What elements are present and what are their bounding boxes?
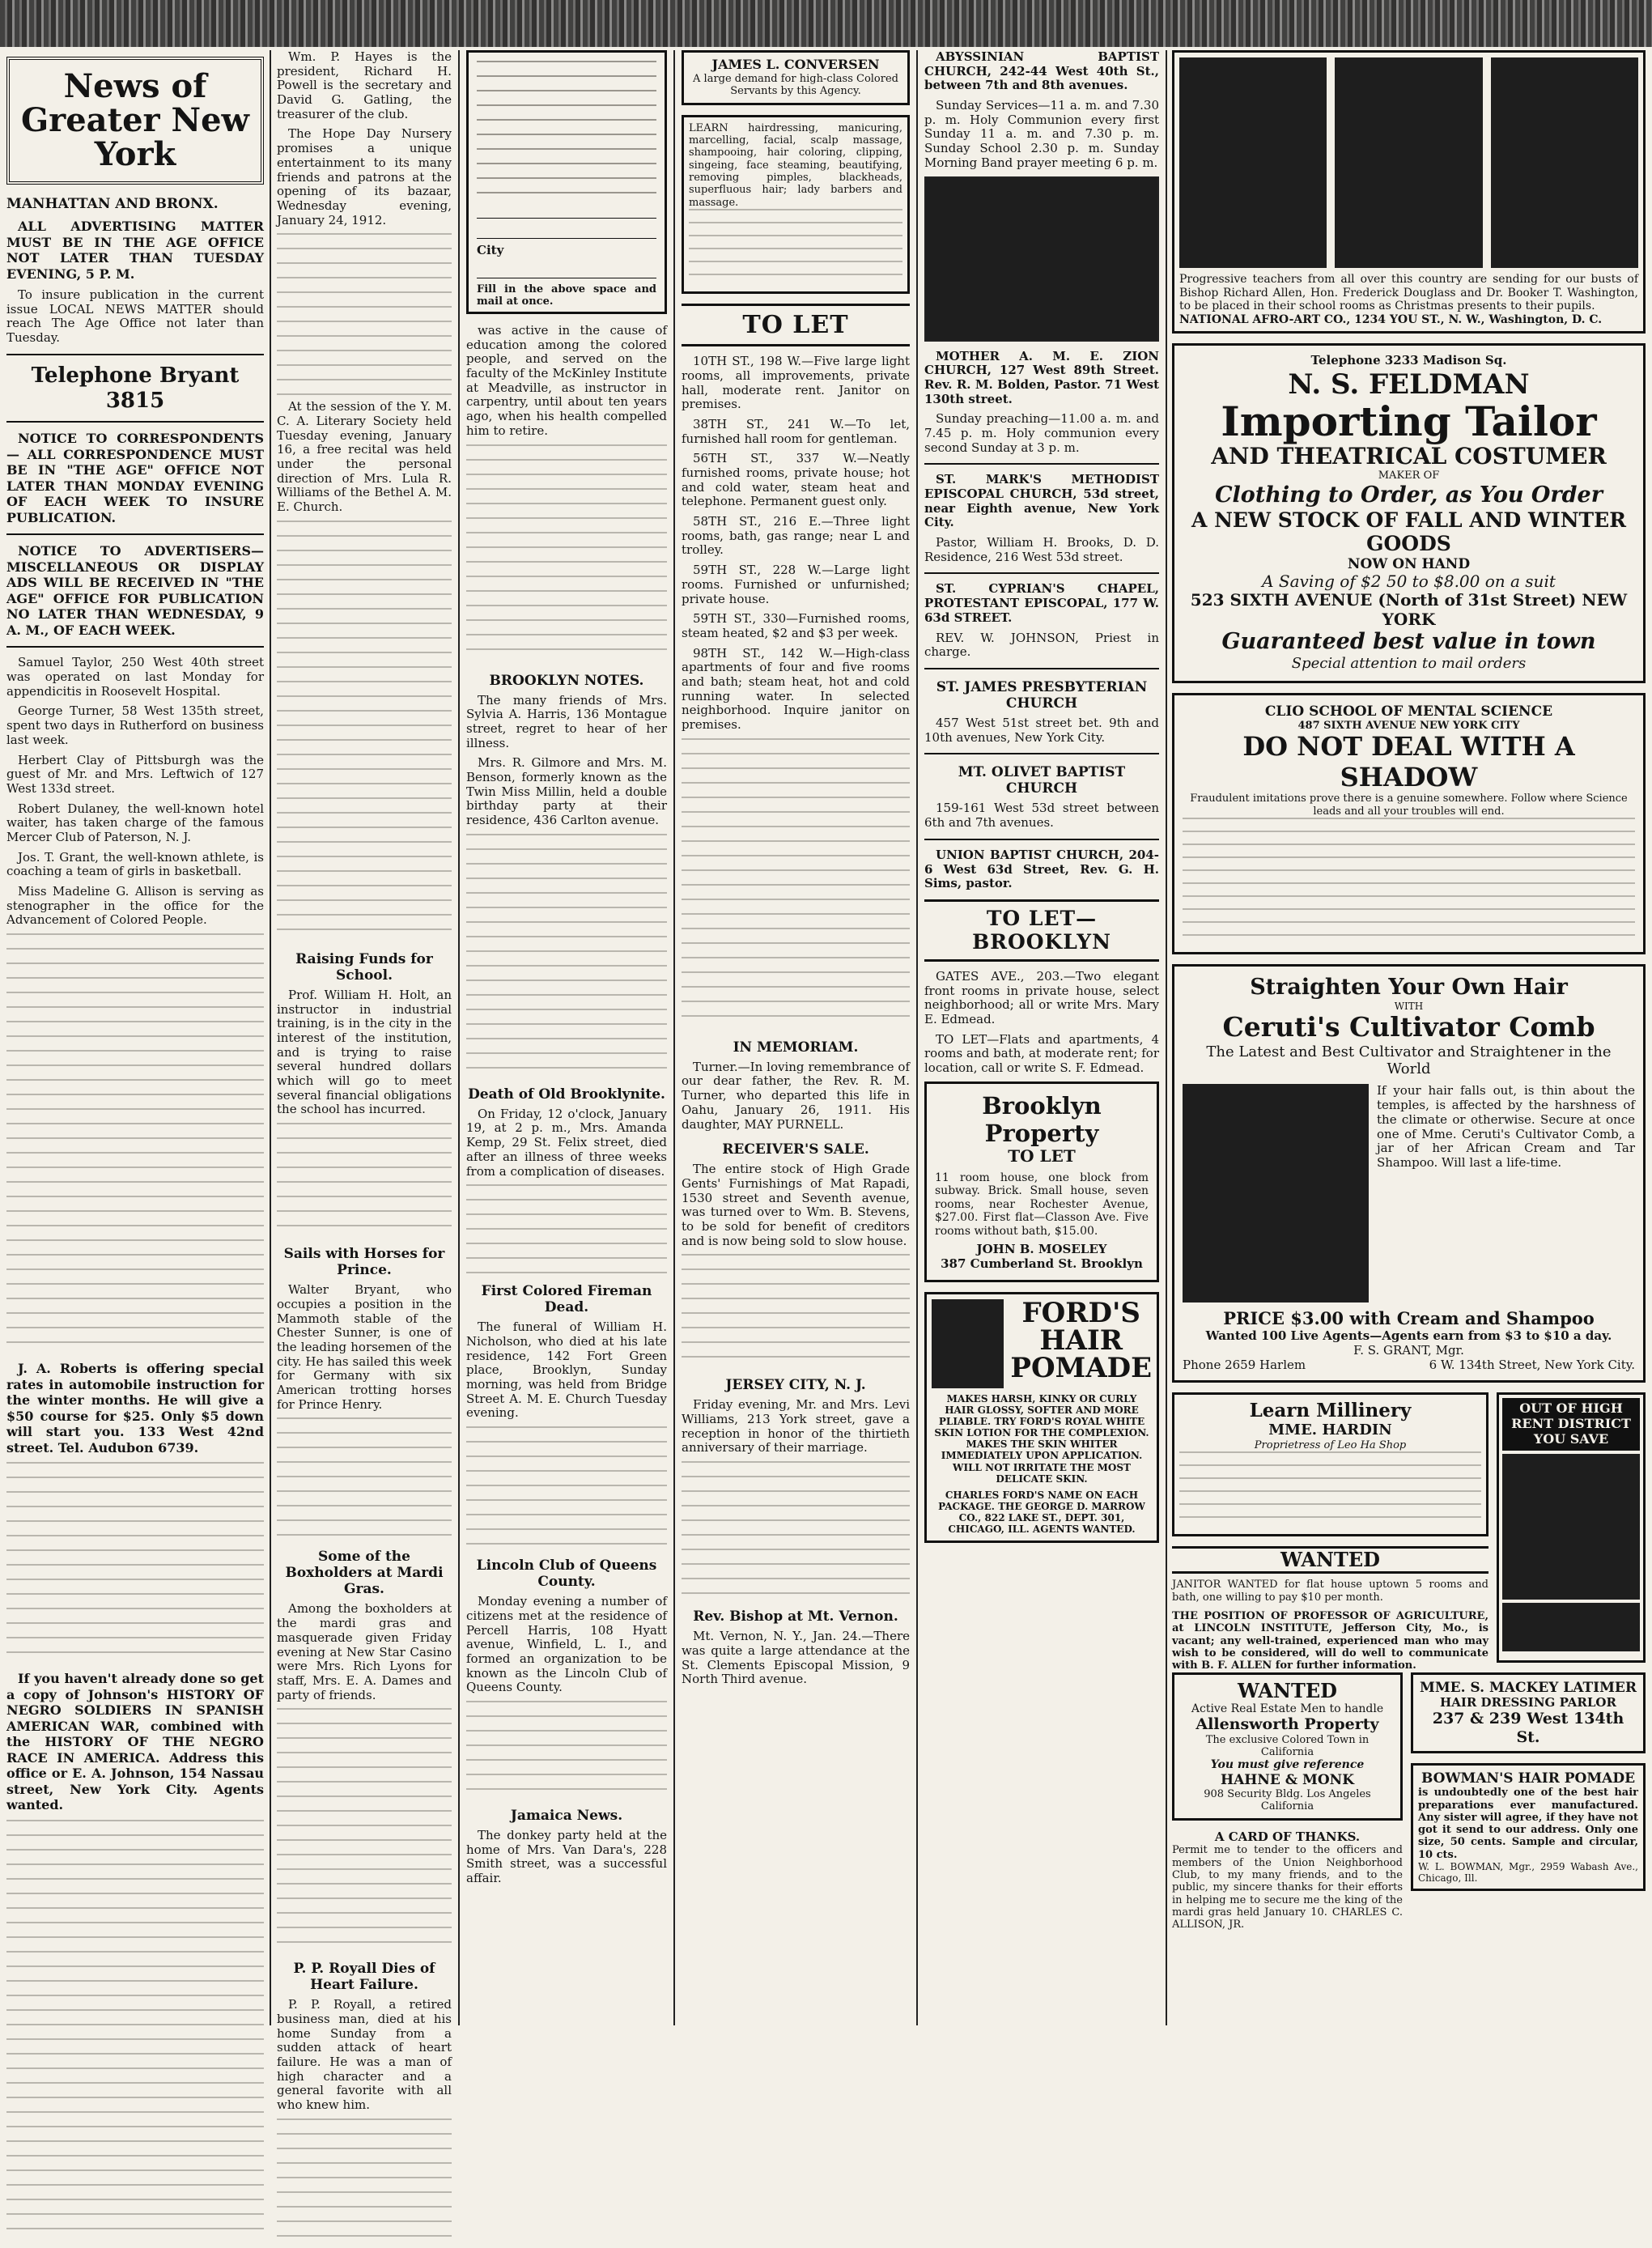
article-text: Among the boxholders at the mardi gras and masquerade given Friday evening at New Star Casino were Mrs. Rich Lyons for staff, Mrs. E. A. Dames and party of friends.: [277, 1601, 452, 1702]
headline-brooklyn-notes: BROOKLYN NOTES.: [489, 672, 644, 689]
notice-history-book: If you haven't already done so get a copy of Johnson's HISTORY OF NEGRO SOLDIERS IN SPANISH AMERICAN WAR, combined with the HISTORY OF THE NEGRO RACE IN AMERICA. Address this office or E. A. Johnson, 154 Nassau street, New York City. Agents wanted.: [6, 1671, 264, 1813]
illegible-text-block: [277, 1708, 452, 1951]
coupon-address-line[interactable]: [477, 223, 656, 239]
feldman-saving: A Saving of $2 50 to $8.00 on a suit: [1262, 571, 1556, 591]
church-text: 457 West 51st street bet. 9th and 10th avenues, New York City.: [924, 715, 1159, 745]
article-text: Miss Madeline G. Allison is serving as stenographer in the office for the Advancement of Colored People.: [6, 884, 264, 928]
listing-text: GATES AVE., 203.—Two elegant front rooms in private house, select neighborhood; all or write Mrs. Mary E. Edmead.: [924, 968, 1159, 1026]
shadow-school: CLIO SCHOOL OF MENTAL SCIENCE: [1264, 703, 1553, 720]
millinery-subtitle: Proprietress of Leo Ha Shop: [1254, 1438, 1407, 1451]
feldman-title: Importing Tailor: [1221, 397, 1597, 445]
allensworth-body: Active Real Estate Men to handle: [1191, 1702, 1384, 1715]
headline-bishop-mt-vernon: Rev. Bishop at Mt. Vernon.: [693, 1608, 898, 1625]
latimer-subtitle: HAIR DRESSING PARLOR: [1440, 1694, 1616, 1710]
notice-local-news: To insure publication in the current issue LOCAL NEWS MATTER should reach The Age Office not later than Tuesday.: [6, 287, 264, 346]
bust-image: [1335, 57, 1482, 268]
ceruti-manager: F. S. GRANT, Mgr.: [1353, 1342, 1464, 1358]
divider: [6, 646, 264, 648]
millinery-title: Learn Millinery: [1249, 1400, 1412, 1422]
feldman-stock: A NEW STOCK OF FALL AND WINTER GOODS: [1191, 508, 1626, 556]
article-text: Friday evening, Mr. and Mrs. Levi Williams, 213 York street, gave a reception in honor of the thirtieth anniversary of their marriage.: [682, 1397, 910, 1455]
latimer-address: 237 & 239 West 134th St.: [1432, 1710, 1624, 1746]
listing-text: 59TH ST., 228 W.—Large light rooms. Furnished or unfurnished; private house.: [682, 563, 910, 606]
wanted-heading: WANTED: [1172, 1546, 1488, 1574]
notice-advertising: ALL ADVERTISING MATTER MUST BE IN THE AGE OFFICE NOT LATER THAN TUESDAY EVENING, 5 P. M.: [6, 219, 264, 282]
allensworth-reference: You must give reference: [1210, 1758, 1365, 1772]
brooklyn-property-body: 11 room house, one block from subway. Brick. Small house, seven rooms, near Rochester Avenue, $27.00. First flat—Classon Ave. Five rooms without bath, $15.00.: [935, 1171, 1149, 1238]
church-heading: ST. MARK'S METHODIST EPISCOPAL CHURCH, 53d street, near Eighth avenue, New York City.: [924, 472, 1159, 530]
column-4: [682, 50, 910, 2025]
bowman-body: is undoubtedly one of the best hair preparations ever manufactured. Any sister will agree, if they have not got it send to our address. Only one size, 50 cents. Sample and circular, 10 cts.: [1418, 1787, 1638, 1861]
ceruti-headline: Straighten Your Own Hair: [1250, 975, 1568, 1001]
section-heading-manhattan: MANHATTAN AND BRONX.: [6, 196, 219, 212]
column-rule: [916, 50, 918, 2025]
to-let-heading: TO LET: [682, 304, 910, 346]
article-text: Walter Bryant, who occupies a position in the Mammoth stable of the Chester Sunner, is one of the leading horsemen of the city. He has sailed this week for Germany with six American trotting horses for Prince Henry.: [277, 1282, 452, 1412]
illegible-ad-text: [1179, 1451, 1481, 1524]
illegible-text-block: [277, 1123, 452, 1236]
illegible-text-block: [682, 1461, 910, 1599]
notice-correspondents: NOTICE TO CORRESPONDENTS— ALL CORRESPONDENCE MUST BE IN "THE AGE" OFFICE NOT LATER THAN MONDAY EVENING OF EACH WEEK TO INSURE PUBLICATION.: [6, 431, 264, 525]
divider: [6, 533, 264, 535]
column-5: [924, 50, 1159, 2025]
article-text: The funeral of William H. Nicholson, who died at his late residence, 142 Fort Green place, Brooklyn, Sunday morning, was held from Bridge Street A. M. E. Church Tuesday evening.: [466, 1319, 667, 1421]
article-text: At the session of the Y. M. C. A. Literary Society held Tuesday evening, January 16, a free recital was held under the personal direction of Mrs. Lula R. Williams of the Bethel A. M. E. Church.: [277, 399, 452, 515]
coupon-city-label: City: [477, 243, 504, 257]
busts-ad-contact: NATIONAL AFRO-ART CO., 1234 YOU ST., N. W., Washington, D. C.: [1179, 312, 1603, 326]
fords-pomade-body: MAKES HARSH, KINKY OR CURLY HAIR GLOSSY, SOFTER AND MORE PLIABLE. TRY FORD'S ROYAL WHITE SKIN LOTION FOR THE COMPLEXION. MAKES THE SKIN WHITER IMMEDIATELY UPON APPLICATION. WILL NOT IRRITATE THE MOST DELICATE SKIN.: [934, 1392, 1149, 1485]
article-text: Robert Dulaney, the well-known hotel waiter, has taken charge of the famous Mercer Club of Paterson, N. J.: [6, 801, 264, 844]
woman-illustration: [1183, 1084, 1369, 1302]
column-2: [277, 49, 452, 2113]
feldman-maker: MAKER OF: [1378, 470, 1440, 482]
divider: [924, 839, 1159, 840]
church-heading: UNION BAPTIST CHURCH, 204-6 West 63d Street, Rev. G. H. Sims, pastor.: [924, 847, 1159, 891]
divider: [924, 753, 1159, 754]
article-text: Mt. Vernon, N. Y., Jan. 24.—There was quite a large attendance at the St. Clements Episcopal Mission, 9 North Third avenue.: [682, 1629, 910, 1687]
feldman-clothing: Clothing to Order, as You Order: [1215, 482, 1603, 508]
article-text: The Hope Day Nursery promises a unique entertainment to its many friends and patrons at the opening of its bazaar, Wednesday evening, January 24, 1912.: [277, 126, 452, 227]
busts-ad-text: Progressive teachers from all over this country are sending for our busts of Bishop Richard Allen, Hon. Frederick Douglass and Dr. Booker T. Washington, to be placed in their school rooms as Christmas presents to their pupils.: [1179, 273, 1638, 313]
thanks-text: Permit me to tender to the officers and members of the Union Neighborhood Club, to my many friends, and to the public, my sincere thanks for their efforts in helping me to secure me the king of the mardi gras held January 10. CHARLES C. ALLISON, JR.: [1172, 1844, 1403, 1931]
latimer-ad: [1411, 1672, 1646, 1754]
brooklyn-property-title: Brooklyn Property: [982, 1091, 1102, 1147]
shadow-body: Fraudulent imitations prove there is a genuine somewhere. Follow where Science leads and all your troubles will end.: [1190, 793, 1628, 818]
divider: [924, 463, 1159, 465]
position-text: THE POSITION OF PROFESSOR OF AGRICULTURE, at LINCOLN INSTITUTE, Jefferson City, Mo., is vacant; any well-trained, experienced man who may wish to be considered, will do well to communicate with B. F. ALLEN for further information.: [1172, 1609, 1488, 1672]
bowman-address: W. L. BOWMAN, Mgr., 2959 Wabash Ave., Chicago, Ill.: [1418, 1861, 1638, 1885]
divider: [924, 668, 1159, 669]
article-text: Turner.—In loving remembrance of our dear father, the Rev. R. M. Turner, who departed this life in Oahu, January 26, 1911. His daughter, MAY PURNELL.: [682, 1059, 910, 1132]
allensworth-property: Allensworth Property: [1195, 1715, 1379, 1734]
illegible-ad-text: [1183, 818, 1635, 939]
divider: [924, 572, 1159, 574]
illegible-text-block: [466, 444, 667, 663]
shadow-ad: [1172, 693, 1646, 955]
feldman-phone: Telephone 3233 Madison Sq.: [1310, 353, 1507, 368]
telephone-label: Telephone Bryant 3815: [31, 363, 240, 413]
article-text: Prof. William H. Holt, an instructor in industrial training, is in the city in the interest of the institution, and is trying to raise several hundred dollars which will go to meet several financial obligations the school has incurred.: [277, 987, 452, 1117]
agency-ad: [682, 50, 910, 105]
listing-text: 10TH ST., 198 W.—Five large light rooms, all improvements, private hall, moderate rent. Janitor on premises.: [682, 354, 910, 412]
allensworth-subtitle: The exclusive Colored Town in California: [1205, 1733, 1370, 1759]
article-text: was active in the cause of education among the colored people, and served on the faculty of the McKinley Institute at Meadville, as instructor in carpentry, until about ten years ago, when his health compelled him to retire.: [466, 323, 667, 438]
church-text: 159-161 West 53d street between 6th and 7th avenues.: [924, 801, 1159, 831]
article-text: Mrs. R. Gilmore and Mrs. M. Benson, formerly known as the Twin Miss Millin, held a double birthday party at their residence, 436 Carlton avenue.: [466, 755, 667, 828]
church-heading: MOTHER A. M. E. ZION CHURCH, 127 West 89th Street. Rev. R. M. Bolden, Pastor. 71 West 130th street.: [924, 348, 1159, 406]
agency-ad-text: A large demand for high-class Colored Servants by this Agency.: [693, 72, 898, 98]
article-text: George Turner, 58 West 135th street, spent two days in Rutherford on business last week.: [6, 703, 264, 747]
lahn-banner: OUT OF HIGH RENT DISTRICT YOU SAVE: [1502, 1398, 1640, 1451]
headline-first-fireman: First Colored Fireman Dead.: [481, 1283, 652, 1316]
ceruti-price: PRICE $3.00 with Cream and Shampoo: [1223, 1308, 1595, 1329]
feldman-now: NOW ON HAND: [1347, 555, 1471, 572]
bust-image: [1491, 57, 1638, 268]
allensworth-address: HAHNE & MONK: [1221, 1771, 1354, 1788]
divider: [6, 354, 264, 355]
brooklyn-property-address: 387 Cumberland St. Brooklyn: [941, 1256, 1143, 1271]
wanted-text: JANITOR WANTED for flat house uptown 5 rooms and bath, one willing to pay $10 per month.: [1172, 1579, 1488, 1604]
ceruti-subtitle: The Latest and Best Cultivator and Straightener in the World: [1206, 1043, 1612, 1078]
listing-text: 38TH ST., 241 W.—To let, furnished hall room for gentleman.: [682, 416, 910, 446]
thanks-heading: A CARD OF THANKS.: [1214, 1829, 1361, 1844]
feldman-mail-orders: Special attention to mail orders: [1291, 655, 1527, 673]
illegible-text-block: [277, 233, 452, 395]
headline-sails-horses: Sails with Horses for Prince.: [283, 1246, 445, 1279]
allensworth-address-2: 908 Security Bldg. Los Angeles California: [1204, 1788, 1371, 1813]
illegible-text-block: [466, 1701, 667, 1798]
article-text: The many friends of Mrs. Sylvia A. Harris, 136 Montague street, regret to hear of her illness.: [466, 692, 667, 750]
ceruti-address: 6 W. 134th Street, New York City.: [1429, 1357, 1635, 1372]
church-heading: ABYSSINIAN BAPTIST CHURCH, 242-44 West 40th St., between 7th and 8th avenues.: [924, 49, 1159, 93]
listing-text: 59TH ST., 330—Furnished rooms, steam heated, $2 and $3 per week.: [682, 611, 910, 640]
ceruti-body: If your hair falls out, is thin about the temples, is affected by the harshness of the climate or otherwise. Secure at once one of Mme. Ceruti's Cultivator Comb, a jar of her African Cream and Tar Shampoo. Will last a life-time.: [1377, 1083, 1635, 1170]
ceruti-with: WITH: [1394, 1000, 1424, 1012]
illegible-text-block: [277, 2118, 452, 2248]
headline-boxholders: Some of the Boxholders at Mardi Gras.: [285, 1549, 444, 1598]
article-text: Monday evening a number of citizens met at the residence of Percell Harris, 108 Hyatt avenue, Winfield, L. I., and formed an organization to be known as the Lincoln Club of Queens County.: [466, 1594, 667, 1695]
bowman-title: BOWMAN'S HAIR POMADE: [1421, 1770, 1636, 1787]
portrait-illustration: [932, 1299, 1004, 1388]
column-1: [6, 50, 264, 2025]
church-heading: ST. JAMES PRESBYTERIAN CHURCH: [936, 678, 1148, 712]
fords-pomade-ad: [924, 1292, 1159, 1543]
ceruti-phone: Phone 2659 Harlem: [1183, 1357, 1306, 1372]
divider: [6, 421, 264, 423]
illegible-text-block: [466, 834, 667, 1077]
fords-pomade-contact: CHARLES FORD'S NAME ON EACH PACKAGE. THE GEORGE D. MARROW CO., 822 LAKE ST., DEPT. 301, CHICAGO, ILL. AGENTS WANTED.: [938, 1489, 1145, 1536]
illegible-ad-text: [689, 209, 902, 282]
hair-school-ad: [682, 115, 910, 294]
column-rule: [673, 50, 675, 2025]
illegible-text-block: [466, 1426, 667, 1548]
coupon-note: Fill in the above space and mail at once.: [477, 283, 656, 308]
church-text: Sunday preaching—11.00 a. m. and 7.45 p. m. Holy communion every second Sunday at 3 p. m.: [924, 411, 1159, 455]
notice-automobile-offer: J. A. Roberts is offering special rates in automobile instruction for the winter months. He will give a $50 course for $25. Only $5 down will start you. 133 West 42nd street. Tel. Audubon 6739.: [6, 1361, 264, 1455]
illegible-text-block: [682, 738, 910, 1030]
bust-image: [1179, 57, 1327, 268]
listing-text: 98TH ST., 142 W.—High-class apartments of four and five rooms and bath; steam heat, hot and cold running water. In selected neighborhood. Inquire janitor on premises.: [682, 645, 910, 733]
article-text: P. P. Royall, a retired business man, died at his home Sunday from a sudden attack of heart failure. He was a man of high character and a general favorite with all who knew him.: [277, 1997, 452, 2113]
lahn-furniture-ad: [1497, 1392, 1646, 1662]
notice-advertisers: NOTICE TO ADVERTISERS—MISCELLANEOUS OR DISPLAY ADS WILL BE RECEIVED IN "THE AGE" OFFICE FOR PUBLICATION NO LATER THAN WEDNESDAY, 9 A. M., OF EACH WEEK.: [6, 543, 264, 638]
illegible-text-block: [466, 1184, 667, 1273]
column-rule: [270, 50, 271, 2025]
article-text: The entire stock of High Grade Gents' Furnishings of Mat Rapadi, 1530 street and Seventh avenue, was turned over to Wm. B. Stevens, to be sold for benefit of creditors and is now being sold to slow house.: [682, 1162, 910, 1248]
listing-text: TO LET—Flats and apartments, 4 rooms and bath, at moderate rent; for location, call or write S. F. Edmead.: [924, 1031, 1159, 1075]
illegible-text-block: [682, 1254, 910, 1367]
article-text: On Friday, 12 o'clock, January 19, at 2 p. m., Mrs. Amanda Kemp, 29 St. Felix street, died after an illness of three weeks from a complication of diseases.: [466, 1106, 667, 1179]
fords-pomade-title: FORD'S HAIR POMADE: [1010, 1296, 1152, 1384]
coupon-box: [466, 50, 667, 314]
illegible-text-block: [6, 933, 264, 1354]
article-text: Samuel Taylor, 250 West 40th street was operated on last Monday for appendicitis in Roosevelt Hospital.: [6, 655, 264, 699]
millinery-name: MME. HARDIN: [1268, 1421, 1392, 1439]
busts-ad: [1172, 50, 1646, 334]
illegible-text-block: [6, 1462, 264, 1664]
page-title: News of Greater New York: [6, 57, 264, 185]
feldman-address: 523 SIXTH AVENUE (North of 31st Street) NEW YORK: [1190, 590, 1628, 629]
column-rule: [1166, 50, 1167, 2025]
headline-in-memoriam: IN MEMORIAM.: [733, 1039, 859, 1056]
ceruti-title: Ceruti's Cultivator Comb: [1222, 1011, 1595, 1043]
feldman-ad: [1172, 343, 1646, 682]
shadow-address: 487 SIXTH AVENUE NEW YORK CITY: [1297, 719, 1520, 732]
illegible-text-block: [6, 1820, 264, 2241]
to-let-brooklyn-heading: TO LET—BROOKLYN: [924, 899, 1159, 962]
allensworth-ad: [1172, 1672, 1403, 1821]
ceruti-agents: Wanted 100 Live Agents—Agents earn from $3 to $10 a day.: [1205, 1328, 1612, 1344]
church-text: Sunday Services—11 a. m. and 7.30 p. m. Holy Communion every first Sunday 11 a. m. and 7.30 p. m. Sunday School 2.30 p. m. Sunday Morning Band prayer meeting 6 p. m.: [924, 98, 1159, 170]
headline-jersey-city: JERSEY CITY, N. J.: [725, 1377, 866, 1394]
article-text: Wm. P. Hayes is the president, Richard H. Powell is the secretary and David G. Gatling, the treasurer of the club.: [277, 49, 452, 121]
hair-school-ad-text: LEARN hairdressing, manicuring, marcelling, facial, scalp massage, shampooing, hair coloring, clipping, singeing, face steaming, beautifying, removing pimples, blackheads, superfluous hair; lady barbers and massage.: [689, 121, 902, 209]
coupon-city-line[interactable]: [477, 263, 656, 278]
brooklyn-property-subtitle: TO LET: [1008, 1146, 1076, 1166]
allensworth-title: WANTED: [1238, 1678, 1337, 1702]
millinery-ad: [1172, 1392, 1488, 1536]
illegible-text-block: [277, 1417, 452, 1539]
listing-text: 56TH ST., 337 W.—Neatly furnished rooms, private house; hot and cold water, steam heat and telephone. Permanent guest only.: [682, 451, 910, 509]
shadow-title: DO NOT DEAL WITH A SHADOW: [1242, 730, 1575, 793]
coupon-name-line[interactable]: [477, 203, 656, 219]
article-text: The donkey party held at the home of Mrs. Van Dara's, 228 Smith street, was a successful affair.: [466, 1828, 667, 1886]
bookcase-illustration: [1502, 1454, 1640, 1600]
article-text: Herbert Clay of Pittsburgh was the guest of Mr. and Mrs. Leftwich of 127 West 133d street.: [6, 752, 264, 796]
feldman-subtitle: AND THEATRICAL COSTUMER: [1211, 443, 1607, 470]
church-photo: [924, 176, 1159, 342]
brooklyn-property-contact: JOHN B. MOSELEY: [976, 1242, 1107, 1257]
headline-royall: P. P. Royall Dies of Heart Failure.: [293, 1961, 435, 1994]
headline-jamaica-news: Jamaica News.: [510, 1808, 623, 1825]
headline-receivers-sale: RECEIVER'S SALE.: [722, 1141, 869, 1158]
ceruti-ad: [1172, 964, 1646, 1383]
headline-lincoln-club: Lincoln Club of Queens County.: [476, 1557, 657, 1591]
agency-ad-title: JAMES L. CONVERSEN: [711, 57, 880, 72]
feldman-name: N. S. FELDMAN: [1288, 368, 1530, 401]
illegible-text-block: [277, 521, 452, 941]
scan-border-top: [0, 0, 1652, 47]
bowman-ad: [1411, 1763, 1646, 1891]
brooklyn-property-ad: [924, 1082, 1159, 1282]
church-text: REV. W. JOHNSON, Priest in charge.: [924, 630, 1159, 660]
church-heading: MT. OLIVET BAPTIST CHURCH: [958, 764, 1126, 797]
lahn-logo-image: [1502, 1603, 1640, 1651]
latimer-title: MME. S. MACKEY LATIMER: [1420, 1679, 1637, 1696]
headline-raising-funds: Raising Funds for School.: [295, 950, 433, 984]
headline-death-old-brooklynite: Death of Old Brooklynite.: [468, 1086, 665, 1103]
feldman-guarantee: Guaranteed best value in town: [1221, 629, 1596, 655]
column-6: [1172, 50, 1646, 2025]
listing-text: 58TH ST., 216 E.—Three light rooms, bath, gas range; near L and trolley.: [682, 514, 910, 558]
illegible-coupon-text: [477, 61, 656, 198]
article-text: Jos. T. Grant, the well-known athlete, is coaching a team of girls in basketball.: [6, 849, 264, 879]
church-text: Pastor, William H. Brooks, D. D. Residence, 216 West 53d street.: [924, 535, 1159, 564]
church-heading: ST. CYPRIAN'S CHAPEL, PROTESTANT EPISCOPAL, 177 W. 63d STREET.: [924, 581, 1159, 625]
column-rule: [458, 50, 460, 2025]
column-3: [466, 50, 667, 2025]
